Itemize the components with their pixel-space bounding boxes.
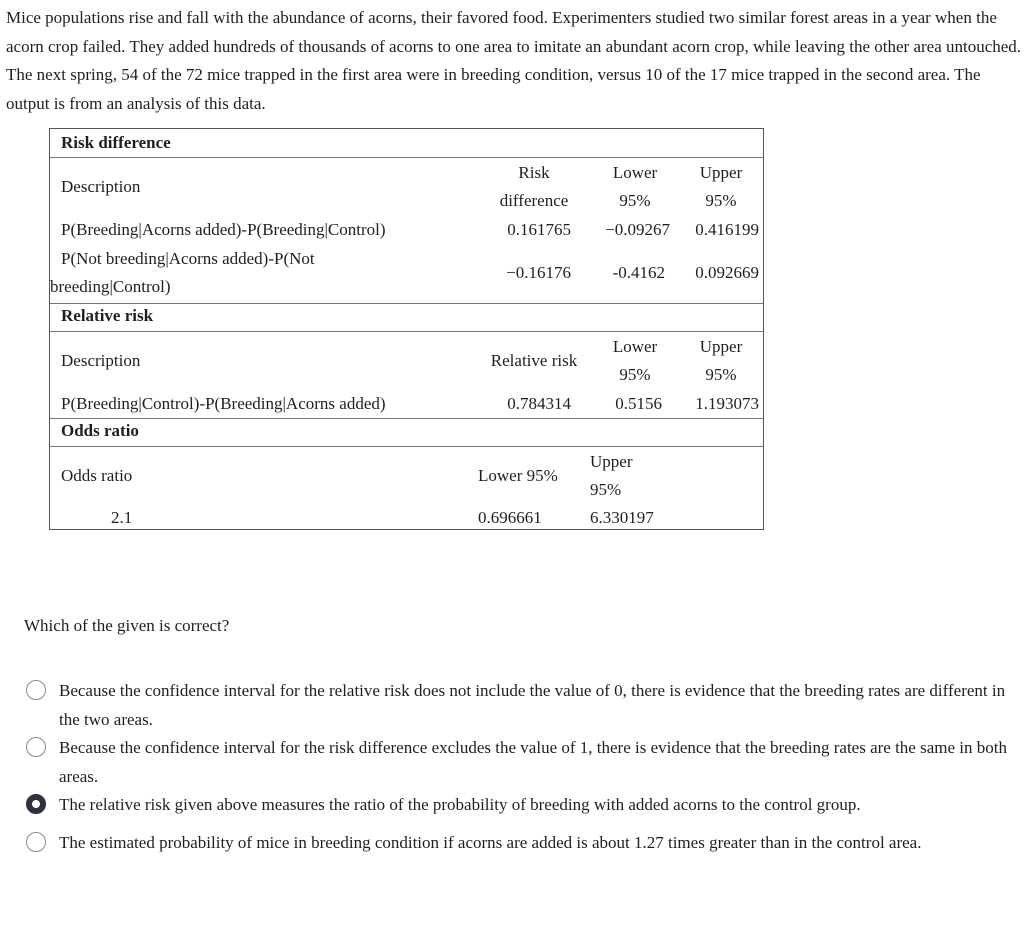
risk-difference-title: Risk difference	[61, 133, 171, 152]
divider	[50, 303, 763, 304]
divider	[50, 331, 763, 332]
divider	[50, 446, 763, 447]
rd-row1-description: P(Breeding|Acorns added)-P(Breeding|Control)	[61, 220, 386, 239]
or-header-lower: Lower 95%	[478, 466, 558, 485]
rr-header-description: Description	[61, 351, 141, 370]
answer-option-text: Because the confidence interval for the risk difference excludes the value of 1, there is evidence that the breeding rates are the same in both areas.	[59, 738, 1007, 786]
rd-header-estimate-line1: Risk	[518, 163, 550, 182]
rd-row2-upper: 0.092669	[695, 263, 759, 282]
divider	[50, 157, 763, 158]
rr-header-upper-line1: Upper	[699, 337, 743, 356]
or-row1-estimate: 2.1	[111, 508, 133, 527]
answer-option-text: The estimated probability of mice in breeding condition if acorns are added is about 1.27 times greater than in the control area.	[59, 833, 922, 852]
rr-header-upper-line2: 95%	[705, 365, 737, 384]
answer-option-text: The relative risk given above measures the ratio of the probability of breeding with added acorns to the control group.	[59, 795, 861, 814]
or-row1-lower: 0.696661	[478, 508, 542, 527]
relative-risk-title: Relative risk	[61, 306, 154, 325]
rd-header-description: Description	[61, 177, 141, 196]
radio-button[interactable]	[26, 832, 46, 852]
rr-row1-description: P(Breeding|Control)-P(Breeding|Acorns added)	[61, 394, 386, 413]
statistics-output-table	[49, 128, 764, 530]
rd-header-estimate-line2: difference	[499, 191, 569, 210]
rd-row1-estimate: 0.161765	[507, 220, 571, 239]
or-header-upper-line1: Upper	[590, 452, 633, 471]
rr-row1-lower: 0.5156	[615, 394, 662, 413]
divider	[50, 418, 763, 419]
question-prompt: Which of the given is correct?	[24, 616, 230, 635]
odds-ratio-title: Odds ratio	[61, 421, 139, 440]
rr-row1-upper: 1.193073	[695, 394, 759, 413]
rr-row1-estimate: 0.784314	[507, 394, 571, 413]
rd-header-upper-line1: Upper	[699, 163, 743, 182]
radio-button[interactable]	[26, 737, 46, 757]
rd-row2-description-line1: P(Not breeding|Acorns added)-P(Not	[61, 249, 315, 268]
rd-header-lower-line2: 95%	[619, 191, 651, 210]
rr-header-lower-line1: Lower	[612, 337, 658, 356]
rd-header-upper-line2: 95%	[705, 191, 737, 210]
or-header-estimate: Odds ratio	[61, 466, 133, 485]
radio-button[interactable]	[26, 680, 46, 700]
rr-header-estimate: Relative risk	[490, 351, 578, 370]
or-header-upper-line2: 95%	[590, 480, 622, 499]
rd-header-lower-line1: Lower	[612, 163, 658, 182]
radio-button-selected[interactable]	[26, 794, 46, 814]
rr-header-lower-line2: 95%	[619, 365, 651, 384]
answer-option-text: Because the confidence interval for the relative risk does not include the value of 0, there is evidence that the breeding rates are different in the two areas.	[59, 681, 1006, 729]
rd-row1-lower: −0.09267	[605, 220, 670, 239]
rd-row2-description-line2: breeding|Control)	[50, 277, 171, 296]
or-row1-upper: 6.330197	[590, 508, 654, 527]
rd-row2-lower: -0.4162	[612, 263, 665, 282]
problem-statement: Mice populations rise and fall with the abundance of acorns, their favored food. Experimenters studied two similar forest areas in a year when the acorn crop failed. They added hundreds of thousands of acorns to one area to imitate an abundant acorn crop, while leaving the other area untouched. The next spring, 54 of the 72 mice trapped in the first area were in breeding condition, versus 10 of the 17 mice trapped in the second area. The output is from an analysis of this data.	[6, 8, 1022, 113]
rd-row1-upper: 0.416199	[695, 220, 759, 239]
rd-row2-estimate: −0.16176	[506, 263, 571, 282]
